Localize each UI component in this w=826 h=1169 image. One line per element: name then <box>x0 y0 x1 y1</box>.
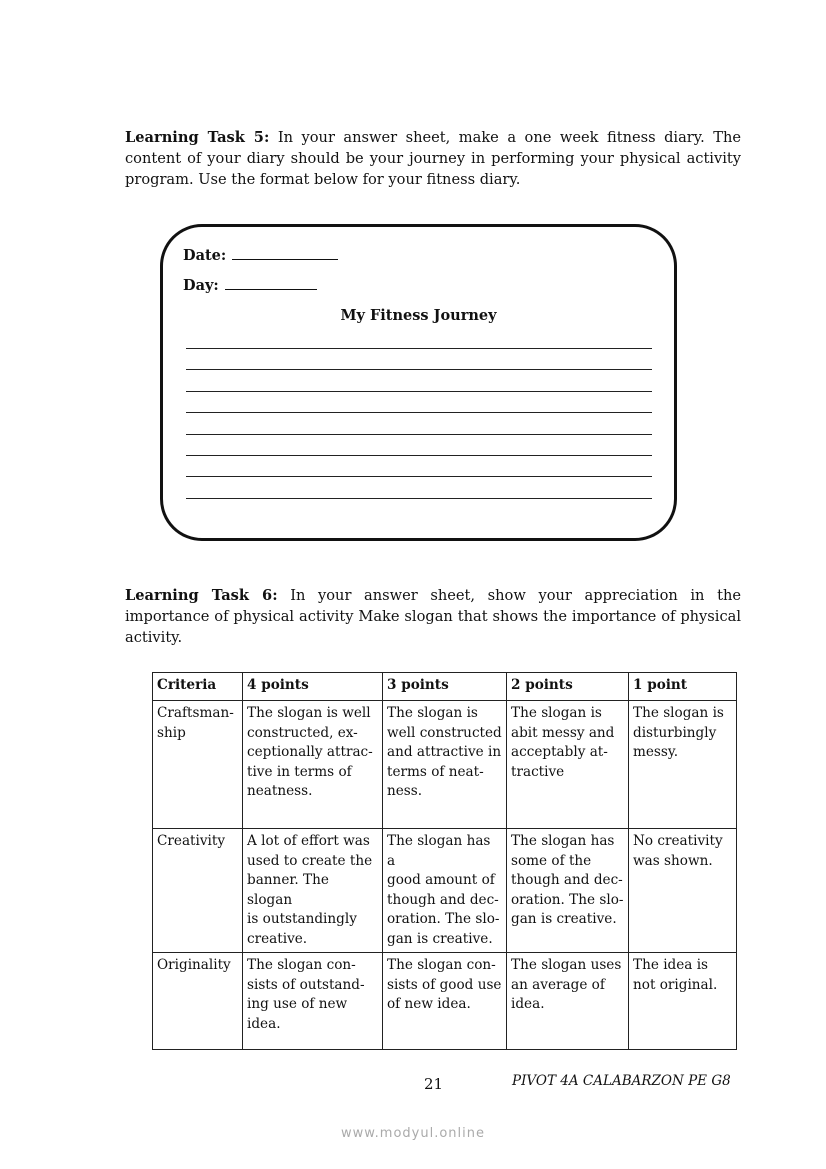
table-row <box>153 953 737 1050</box>
task5-text: In your answer sheet, make a one week fitness diary. The content of your diary should be your journey in performing your physical activity program. Use the format below for your fitness diary. <box>125 128 741 188</box>
header-4-points: 4 points <box>243 673 383 701</box>
table-cell: The slogan uses an average of idea. <box>507 953 629 1050</box>
fitness-diary-template <box>160 224 677 541</box>
table-cell: The slogan is disturbingly messy. <box>629 701 737 829</box>
writing-line <box>186 412 652 413</box>
table-cell: The slogan has some of the though and dec- oration. The slo- gan is creative. <box>507 829 629 953</box>
writing-line <box>186 391 652 392</box>
table-cell: The slogan con- sists of good use of new idea. <box>383 953 507 1050</box>
writing-line <box>186 455 652 456</box>
table-cell: Creativity <box>153 829 243 953</box>
writing-line <box>186 434 652 435</box>
task5-paragraph <box>125 127 741 190</box>
table-row <box>153 829 737 953</box>
table-cell: The slogan is well constructed, ex- ceptionally attrac- tive in terms of neatness. <box>243 701 383 829</box>
table-row <box>153 701 737 829</box>
table-cell: The slogan is well constructed and attractive in terms of neat- ness. <box>383 701 507 829</box>
header-criteria: Criteria <box>153 673 243 701</box>
rubric-table <box>152 672 737 1050</box>
table-cell: No creativity was shown. <box>629 829 737 953</box>
day-label: Day: <box>183 277 219 294</box>
rubric-header-row <box>153 673 737 701</box>
writing-line <box>186 498 652 499</box>
date-blank <box>232 247 338 260</box>
table-cell: Originality <box>153 953 243 1050</box>
watermark: www.modyul.online <box>340 1126 486 1141</box>
footer-title: PIVOT 4A CALABARZON PE G8 <box>512 1073 731 1089</box>
page-number: 21 <box>424 1075 444 1093</box>
table-cell: The idea is not original. <box>629 953 737 1050</box>
task5-label: Learning Task 5: <box>125 128 270 146</box>
writing-line <box>186 348 652 349</box>
table-cell: Craftsman- ship <box>153 701 243 829</box>
header-3-points: 3 points <box>383 673 507 701</box>
day-blank <box>225 277 317 290</box>
task6-paragraph <box>125 585 741 648</box>
header-2-points: 2 points <box>507 673 629 701</box>
table-cell: A lot of effort was used to create the banner. The slogan is outstandingly creative. <box>243 829 383 953</box>
day-field <box>183 277 317 294</box>
writing-line <box>186 476 652 477</box>
task6-text: In your answer sheet, show your appreciation in the importance of physical activity Make slogan that shows the importance of physical activity. <box>125 586 741 646</box>
diary-title: My Fitness Journey <box>340 307 497 324</box>
table-cell: The slogan con- sists of outstand- ing use of new idea. <box>243 953 383 1050</box>
date-field <box>183 247 338 264</box>
date-label: Date: <box>183 247 227 264</box>
header-1-point: 1 point <box>629 673 737 701</box>
table-cell: The slogan has a good amount of though and dec- oration. The slo- gan is creative. <box>383 829 507 953</box>
writing-line <box>186 369 652 370</box>
task6-label: Learning Task 6: <box>125 586 278 604</box>
table-cell: The slogan is abit messy and acceptably at- tractive <box>507 701 629 829</box>
